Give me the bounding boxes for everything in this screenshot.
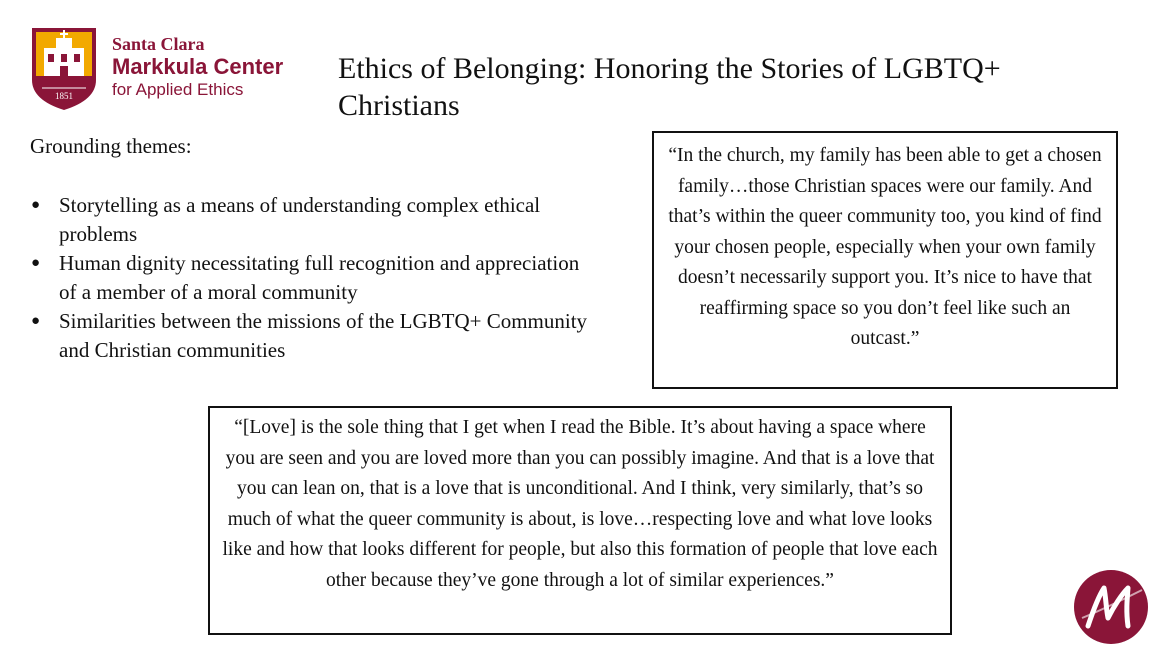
logo-line-applied-ethics: for Applied Ethics xyxy=(112,80,244,99)
quote-box-love: “[Love] is the sole thing that I get when I read the Bible. It’s about having a space where you are seen and you are loved more than you can possibly imagine. And that is a love that you can lean on, that is a love that is unconditional. And I think, very similarly, that’s so much of what the queer community is about, is love…respecting love and what love looks like and how that looks different for people, but also this formation of people that love each other because they’ve gone through a lot of similar experiences.” xyxy=(208,406,952,635)
bullet-icon: ● xyxy=(31,197,41,213)
list-item xyxy=(30,191,590,249)
theme-text: Human dignity necessitating full recognition and appreciation of a member of a moral community xyxy=(59,251,580,304)
bullet-icon: ● xyxy=(31,255,41,271)
quote-box-chosen-family: “In the church, my family has been able to get a chosen family…those Christian spaces were our family. And that’s within the queer community too, you kind of find your chosen people, especially when your own family doesn’t necessarily support you. It’s nice to have that reaffirming space so you don’t feel like such an outcast.” xyxy=(652,131,1118,389)
markkula-center-logo xyxy=(28,26,328,116)
logo-year: 1851 xyxy=(55,91,73,101)
themes-heading: Grounding themes: xyxy=(30,134,192,158)
theme-text: Similarities between the missions of the LGBTQ+ Community and Christian communities xyxy=(59,309,588,362)
logo-wordmark xyxy=(112,34,283,100)
logo-line-santa-clara: Santa Clara xyxy=(112,34,205,54)
theme-text: Storytelling as a means of understanding complex ethical problems xyxy=(59,193,541,246)
logo-line-markkula-center: Markkula Center xyxy=(112,54,284,79)
list-item xyxy=(30,249,590,307)
slide-title: Ethics of Belonging: Honoring the Stories of LGBTQ+ Christians xyxy=(338,52,1001,122)
bullet-icon: ● xyxy=(31,313,41,329)
themes-list xyxy=(30,191,590,365)
mission-shield-icon xyxy=(30,26,98,112)
list-item xyxy=(30,307,590,365)
markkula-m-icon xyxy=(1072,568,1150,646)
